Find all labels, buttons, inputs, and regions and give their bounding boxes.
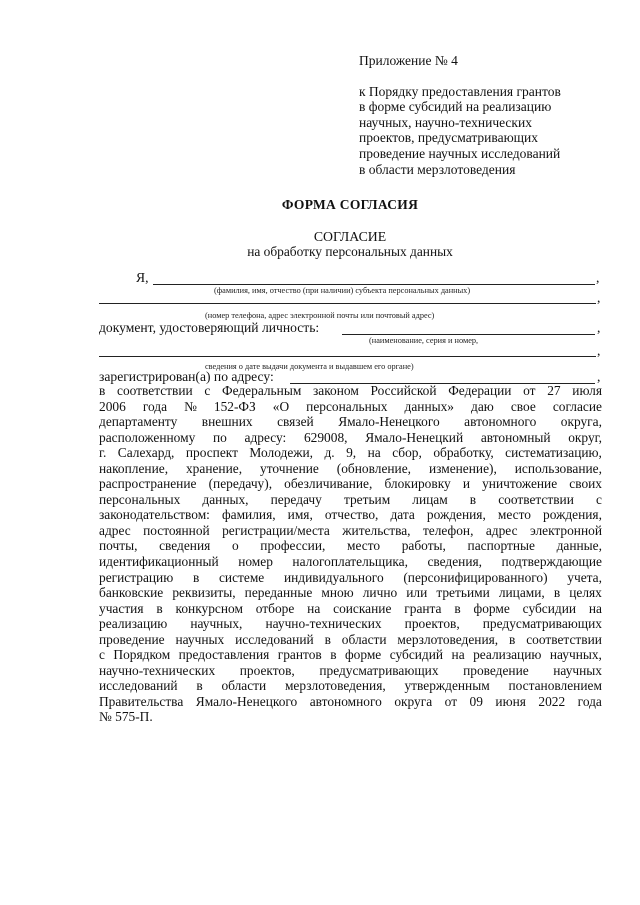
appendix-line: научных, научно-технических bbox=[359, 114, 532, 130]
appendix-line: к Порядку предоставления грантов bbox=[359, 83, 561, 99]
appendix-line: проектов, предусматривающих bbox=[359, 130, 539, 146]
appendix-line: в форме субсидий на реализацию bbox=[359, 99, 552, 115]
text-line: реализацию научных, научно-технических проектов, предусматривающих bbox=[99, 616, 602, 632]
name-field[interactable] bbox=[153, 284, 595, 285]
text-line: 2006 года № 152-ФЗ «О персональных данных» даю свое согласие bbox=[99, 398, 602, 414]
form-title: ФОРМА СОГЛАСИЯ bbox=[281, 197, 419, 212]
text-line: с Порядком предоставления грантов в форме субсидий на реализацию научных, bbox=[99, 647, 602, 663]
text-line: участия в конкурсном отборе на соискание гранта в форме субсидии на bbox=[99, 600, 602, 616]
contact-hint: (номер телефона, адрес электронной почты или почтовый адрес) bbox=[205, 311, 435, 320]
text-line: персональных данных, передачу третьим лицам в соответствии с bbox=[99, 491, 602, 507]
name-hint: (фамилия, имя, отчество (при наличии) субъекта персональных данных) bbox=[214, 286, 471, 295]
document-label: документ, удостоверяющий личность: bbox=[99, 320, 320, 335]
appendix-line: в области мерзлотоведения bbox=[359, 161, 516, 177]
text-line: регистрацию в системе индивидуального (персонифицированного) учета, bbox=[99, 569, 602, 585]
comma: , bbox=[597, 343, 601, 358]
text-line: Правительства Ямало-Ненецкого автономного округа от 09 июня 2022 года bbox=[99, 693, 602, 709]
text-line: научно-технических проектов, предусматривающих проведение научных bbox=[99, 662, 602, 678]
comma: , bbox=[596, 270, 600, 285]
text-line: банковские реквизиты, переданные мною лично или третьими лицами, в целях bbox=[99, 585, 602, 601]
text-line: распространение (передачу), обезличивание, блокировку и уничтожение своих bbox=[99, 476, 602, 492]
issue-field[interactable] bbox=[99, 356, 596, 357]
i-label: Я, bbox=[136, 270, 149, 285]
consent-subtitle: на обработку персональных данных bbox=[247, 244, 453, 259]
text-line: г. Салехард, проспект Молодежи, д. 9, на сбор, обработку, систематизацию, bbox=[99, 445, 602, 461]
comma: , bbox=[597, 290, 601, 305]
comma: , bbox=[597, 369, 601, 384]
consent-text bbox=[99, 383, 602, 725]
comma: , bbox=[597, 320, 601, 335]
text-line: почты, сведения о профессии, место работы, паспортные данные, bbox=[99, 538, 602, 554]
text-line: № 575-П. bbox=[99, 709, 153, 725]
text-line: в соответствии с Федеральным законом Российской Федерации от 27 июля bbox=[99, 383, 602, 398]
contact-field[interactable] bbox=[99, 303, 596, 304]
document-hint: (наименование, серия и номер, bbox=[369, 336, 479, 345]
text-line: расположенному по адресу: 629008, Ямало-Ненецкий автономный округ, bbox=[99, 429, 602, 445]
text-line: департаменту внешних связей Ямало-Ненецкого автономного округа, bbox=[99, 414, 602, 430]
text-line: идентификационный номер налогоплательщика, сведения, подтверждающие bbox=[99, 554, 602, 570]
text-line: исследований в области мерзлотоведения, утвержденным постановлением bbox=[99, 678, 602, 694]
text-line: адрес постоянной регистрации/места жительства, телефон, адрес электронной bbox=[99, 522, 602, 538]
document-field[interactable] bbox=[342, 334, 595, 335]
text-line: накопление, хранение, уточнение (обновление, изменение), использование, bbox=[99, 460, 602, 476]
text-line: проведение научных исследований в области мерзлотоведения, в соответствии bbox=[99, 631, 602, 647]
text-line: законодательством: фамилия, имя, отчество, дата рождения, место рождения, bbox=[99, 507, 602, 523]
appendix-title: Приложение № 4 bbox=[359, 53, 458, 68]
address-label: зарегистрирован(а) по адресу: bbox=[99, 369, 274, 384]
appendix-block bbox=[359, 53, 561, 177]
issue-hint: сведения о дате выдачи документа и выдавшем его органе) bbox=[205, 362, 414, 371]
appendix-line: проведение научных исследований bbox=[359, 145, 561, 161]
consent-title: СОГЛАСИЕ bbox=[313, 229, 387, 244]
